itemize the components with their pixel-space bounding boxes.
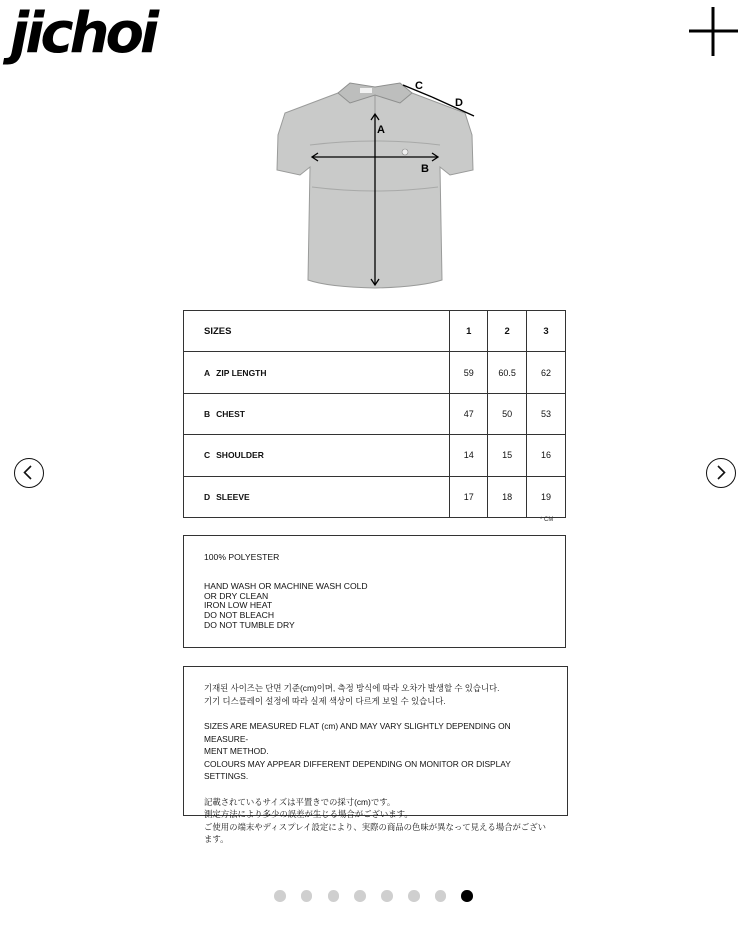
label-d: D — [455, 97, 463, 109]
size-header: 2 — [488, 311, 527, 352]
table-cell: 59 — [450, 352, 488, 393]
measurement-name: ZIP LENGTH — [216, 367, 267, 378]
chevron-left-icon — [15, 459, 42, 486]
size-header: 3 — [527, 311, 566, 352]
measurement-label — [184, 476, 450, 517]
notes-japanese — [204, 796, 547, 846]
notes-english — [204, 720, 547, 783]
note-line: ご使用の端末やディスプレイ設定により、実際の商品の色味が異なって見える場合がございます。 — [204, 821, 546, 844]
table-cell: 60.5 — [488, 352, 527, 393]
next-slide-button[interactable] — [706, 458, 736, 488]
table-cell: 47 — [450, 393, 488, 434]
measurement-code: A — [204, 367, 211, 378]
chevron-right-icon — [707, 459, 734, 486]
care-line: OR DRY CLEAN — [204, 590, 269, 601]
table-cell: 19 — [527, 476, 566, 517]
note-line: 記載されているサイズは平置きでの採寸(cm)です。 — [204, 796, 396, 807]
size-header: 1 — [450, 311, 488, 352]
carousel-dot[interactable] — [408, 890, 420, 902]
table-cell: 50 — [488, 393, 527, 434]
measurement-code: D — [204, 491, 211, 502]
table-cell: 18 — [488, 476, 527, 517]
table-cell: 15 — [488, 435, 527, 476]
care-line: HAND WASH OR MACHINE WASH COLD — [204, 580, 368, 591]
size-chart-header-row — [184, 311, 566, 352]
care-line: DO NOT BLEACH — [204, 610, 275, 621]
measurement-label — [184, 352, 450, 393]
menu-button[interactable] — [686, 4, 742, 60]
table-cell: 14 — [450, 435, 488, 476]
sizing-notes-box — [183, 666, 568, 844]
measurement-label — [184, 435, 450, 476]
table-cell: 17 — [450, 476, 488, 517]
carousel-dot[interactable] — [354, 890, 366, 902]
table-row — [184, 352, 566, 393]
unit-note: * CM — [540, 517, 554, 523]
note-line: 測定方法により多少の誤差が生じる場合がございます。 — [204, 809, 413, 819]
material-text: 100% POLYESTER — [204, 552, 280, 562]
label-a: A — [377, 124, 385, 136]
measurement-name: CHEST — [216, 408, 245, 419]
measurement-name: SHOULDER — [216, 450, 264, 461]
care-line: IRON LOW HEAT — [204, 600, 273, 611]
note-line: COLOURS MAY APPEAR DIFFERENT DEPENDING ON MONITOR OR DISPLAY SETTINGS. — [204, 758, 511, 781]
shirt-measurement-diagram — [260, 75, 490, 295]
measurement-label — [184, 393, 450, 434]
plus-icon — [686, 4, 742, 60]
table-cell: 16 — [527, 435, 566, 476]
carousel-dot[interactable] — [301, 890, 313, 902]
table-cell: 53 — [527, 393, 566, 434]
note-line: 기재된 사이즈는 단면 기준(cm)이며, 측정 방식에 따라 오차가 발생할 수 있습니다. — [204, 683, 500, 693]
table-row — [184, 435, 566, 476]
size-chart-table — [183, 310, 566, 518]
sizes-header: SIZES — [184, 311, 450, 352]
carousel-dot[interactable] — [274, 890, 286, 902]
carousel-dot[interactable] — [381, 890, 393, 902]
measurement-code: B — [204, 408, 211, 419]
label-b: B — [421, 163, 429, 175]
table-cell: 62 — [527, 352, 566, 393]
carousel-dot[interactable] — [328, 890, 340, 902]
note-line: 기기 디스플레이 설정에 따라 실제 색상이 다르게 보일 수 있습니다. — [204, 695, 446, 706]
measurement-name: SLEEVE — [216, 491, 250, 502]
previous-slide-button[interactable] — [14, 458, 44, 488]
table-row — [184, 476, 566, 517]
label-c: C — [415, 80, 423, 92]
care-instructions-box — [183, 535, 566, 648]
brand-logo[interactable]: jichoi — [10, 1, 156, 66]
carousel-pagination — [274, 890, 473, 902]
table-row — [184, 393, 566, 434]
note-line: MENT METHOD. — [204, 746, 269, 756]
measurement-code: C — [204, 450, 211, 461]
carousel-dot[interactable] — [435, 890, 447, 902]
note-line: SIZES ARE MEASURED FLAT (cm) AND MAY VARY SLIGHTLY DEPENDING ON MEASURE- — [204, 721, 511, 744]
carousel-dot-active[interactable] — [461, 890, 473, 902]
care-line: DO NOT TUMBLE DRY — [204, 619, 295, 630]
notes-korean — [204, 682, 547, 707]
